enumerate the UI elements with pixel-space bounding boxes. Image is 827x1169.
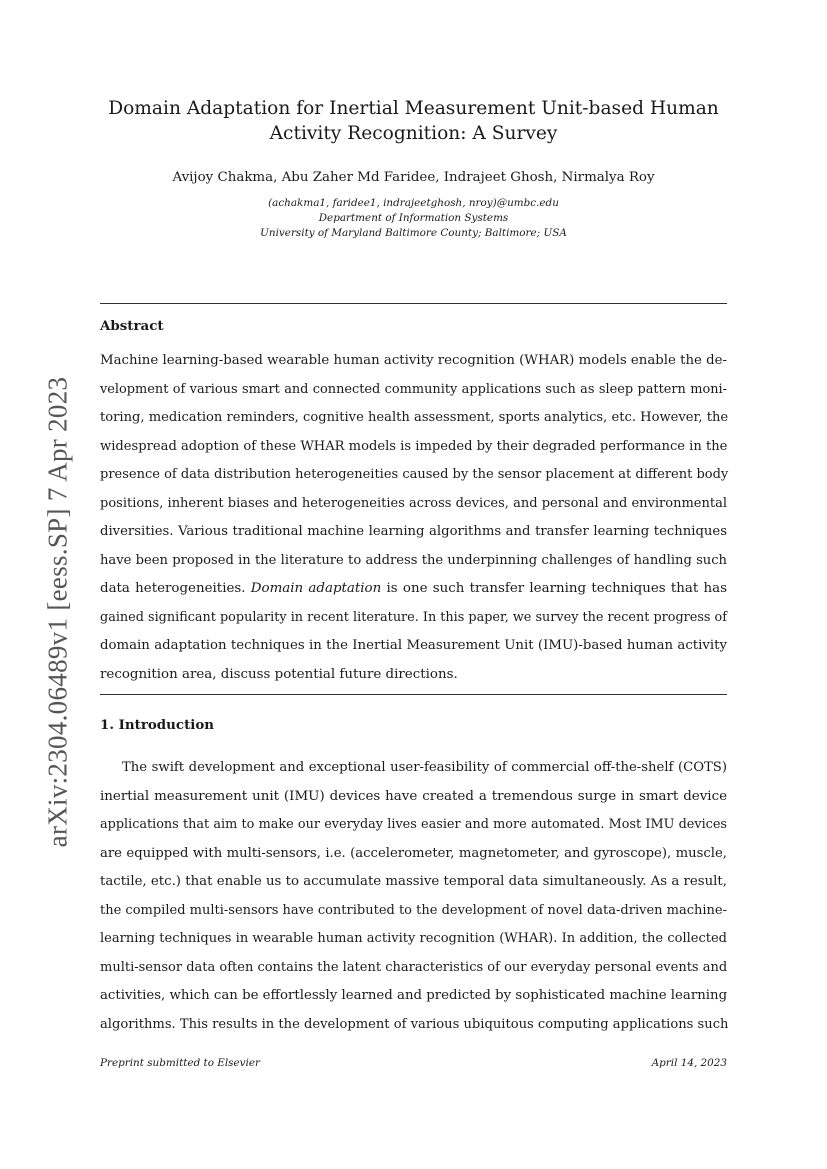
intro-line: learning techniques in wearable human activity recognition (WHAR). In addition, the collected xyxy=(100,931,727,946)
domain-adaptation-term: Domain adaptation xyxy=(250,581,382,596)
abstract-line: positions, inherent biases and heterogeneities across devices, and personal and environmental xyxy=(100,495,727,511)
paper-title xyxy=(100,96,727,146)
abstract-line: widespread adoption of these WHAR models is impeded by their degraded performance in the xyxy=(100,438,728,454)
intro-line: multi-sensor data often contains the latent characteristics of our everyday personal events and xyxy=(100,959,728,975)
abstract-text: is one such transfer learning techniques that has xyxy=(381,581,728,596)
abstract-line: have been proposed in the literature to address the underpinning challenges of handling such xyxy=(100,552,727,568)
abstract-line: Machine learning-based wearable human activity recognition (WHAR) models enable the de- xyxy=(100,353,727,368)
abstract-line: diversities. Various traditional machine learning algorithms and transfer learning techniques xyxy=(100,524,727,539)
title-line-1: Domain Adaptation for Inertial Measurement Unit-based Human xyxy=(108,98,719,119)
title-line-2: Activity Recognition: A Survey xyxy=(269,123,558,144)
intro-line: the compiled multi-sensors have contributed to the development of novel data-driven machine- xyxy=(100,902,727,918)
arxiv-identifier: arXiv:2304.06489v1 [eess.SP] 7 Apr 2023 xyxy=(42,376,73,848)
abstract-line-emphasis xyxy=(100,575,727,604)
intro-line: The swift development and exceptional user-feasibility of commercial off-the-shelf (COTS) xyxy=(122,760,727,775)
introduction-heading: 1. Introduction xyxy=(100,717,215,733)
affiliation-block xyxy=(100,196,727,241)
author-emails: (achakma1, faridee1, indrajeetghosh, nroy)@umbc.edu xyxy=(268,197,559,209)
abstract-line: presence of data distribution heterogeneities caused by the sensor placement at different body xyxy=(100,467,729,482)
intro-line: applications that aim to make our everyday lives easier and more automated. Most IMU devices xyxy=(100,817,727,832)
abstract-paragraph xyxy=(100,347,727,689)
footer-preprint-note: Preprint submitted to Elsevier xyxy=(100,1057,260,1069)
abstract-line: domain adaptation techniques in the Inertial Measurement Unit (IMU)-based human activity xyxy=(100,638,727,653)
department: Department of Information Systems xyxy=(318,212,509,224)
abstract-line: velopment of various smart and connected community applications such as sleep pattern moni- xyxy=(100,381,727,397)
abstract-heading: Abstract xyxy=(100,318,164,334)
abstract-line: recognition area, discuss potential future directions. xyxy=(100,666,458,682)
footer-date: April 14, 2023 xyxy=(651,1057,727,1069)
author-list: Avijoy Chakma, Abu Zaher Md Faridee, Indrajeet Ghosh, Nirmalya Roy xyxy=(172,170,655,185)
intro-line: tactile, etc.) that enable us to accumulate massive temporal data simultaneously. As a result, xyxy=(100,874,727,889)
intro-line: inertial measurement unit (IMU) devices have created a tremendous surge in smart device xyxy=(100,788,727,804)
intro-line: are equipped with multi-sensors, i.e. (accelerometer, magnetometer, and gyroscope), muscle, xyxy=(100,845,727,861)
abstract-bottom-rule xyxy=(100,694,727,695)
abstract-text: data heterogeneities. xyxy=(100,581,251,596)
university: University of Maryland Baltimore County; Baltimore; USA xyxy=(260,227,567,239)
introduction-paragraph xyxy=(100,754,727,1039)
abstract-line: toring, medication reminders, cognitive health assessment, sports analytics, etc. However, the xyxy=(100,410,729,425)
intro-line: activities, which can be effortlessly learned and predicted by sophisticated machine learning xyxy=(100,988,728,1003)
abstract-top-rule xyxy=(100,303,727,304)
intro-line: algorithms. This results in the development of various ubiquitous computing applications such xyxy=(100,1016,729,1032)
abstract-line: gained significant popularity in recent literature. In this paper, we survey the recent progress of xyxy=(100,609,727,625)
